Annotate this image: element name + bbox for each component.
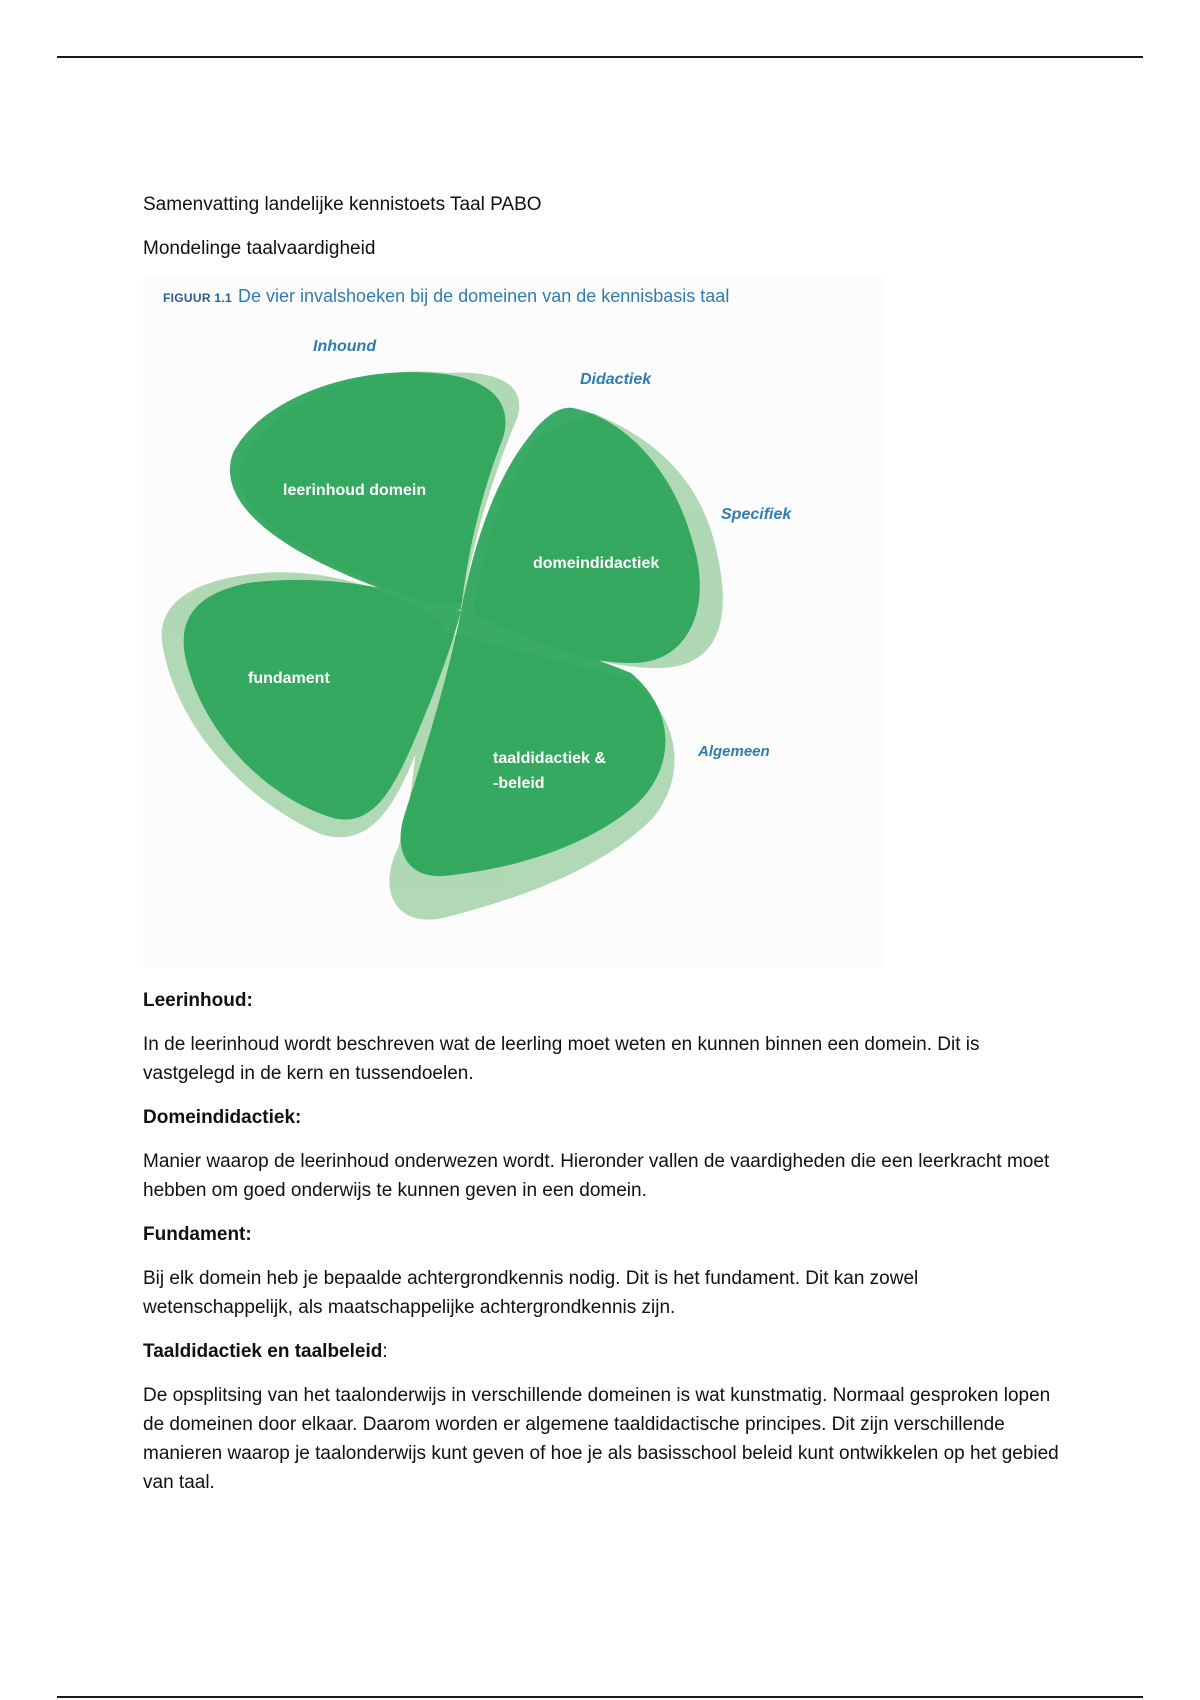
label-didactiek: Didactiek bbox=[580, 371, 652, 388]
leaf-label-domeindidactiek: domeindidactiek bbox=[533, 555, 660, 572]
figure-number: FIGUUR 1.1 bbox=[163, 291, 233, 305]
label-algemeen: Algemeen bbox=[698, 743, 770, 760]
section-text-leerinhoud: In de leerinhoud wordt beschreven wat de leerling moet weten en kunnen binnen een domein. Dit is vastgelegd in de kern en tussendoelen. bbox=[143, 1034, 980, 1084]
leaf-label-leerinhoud: leerinhoud domein bbox=[283, 482, 427, 499]
label-inhoud: Inhound bbox=[313, 338, 377, 355]
figure-caption bbox=[163, 286, 729, 307]
section-heading-domeindidactiek: Domeindidactiek: bbox=[143, 1107, 302, 1128]
document-title: Samenvatting landelijke kennistoets Taal PABO bbox=[143, 194, 542, 215]
leaf-label-taaldidactiek bbox=[493, 746, 606, 796]
header-rule bbox=[57, 56, 1143, 58]
section-heading-leerinhoud: Leerinhoud: bbox=[143, 990, 253, 1011]
label-specifiek: Specifiek bbox=[721, 506, 792, 523]
footer-rule bbox=[57, 1696, 1143, 1698]
section-text-fundament: Bij elk domein heb je bepaalde achtergrondkennis nodig. Dit is het fundament. Dit kan zowel wetenschappelijk, als maatschappelijke achtergrondkennis zijn. bbox=[143, 1268, 919, 1318]
section-heading-fundament: Fundament: bbox=[143, 1224, 252, 1245]
leaf-label-taaldidactiek-line1: taaldidactiek & bbox=[493, 750, 606, 767]
leaf-label-taaldidactiek-line2: -beleid bbox=[493, 775, 545, 792]
section-heading-taaldidactiek bbox=[143, 1337, 1063, 1366]
leaf-label-fundament: fundament bbox=[248, 670, 330, 687]
section-heading-taaldidactiek-text: Taaldidactiek en taalbeleid bbox=[143, 1341, 383, 1362]
page-content bbox=[143, 190, 1063, 1512]
document-subtitle: Mondelinge taalvaardigheid bbox=[143, 238, 376, 259]
section-text-domeindidactiek: Manier waarop de leerinhoud onderwezen wordt. Hieronder vallen de vaardigheden die een leerkracht moet hebben om goed onderwijs te kunnen geven in een domein. bbox=[143, 1151, 1050, 1201]
figure-caption-text: De vier invalshoeken bij de domeinen van de kennisbasis taal bbox=[238, 286, 730, 306]
clover-diagram bbox=[143, 278, 883, 968]
clover-figure bbox=[143, 278, 883, 968]
section-text-taaldidactiek: De opsplitsing van het taalonderwijs in verschillende domeinen is wat kunstmatig. Normaal gesproken lopen de domeinen door elkaar. Daarom worden er algemene taaldidactische principes. Dit zijn verschillende manieren waarop je taalonderwijs kunt geven of hoe je als basisschool beleid kunt ontwikkelen op het gebied van taal. bbox=[143, 1385, 1059, 1493]
section-heading-taaldidactiek-suffix: : bbox=[382, 1341, 388, 1362]
